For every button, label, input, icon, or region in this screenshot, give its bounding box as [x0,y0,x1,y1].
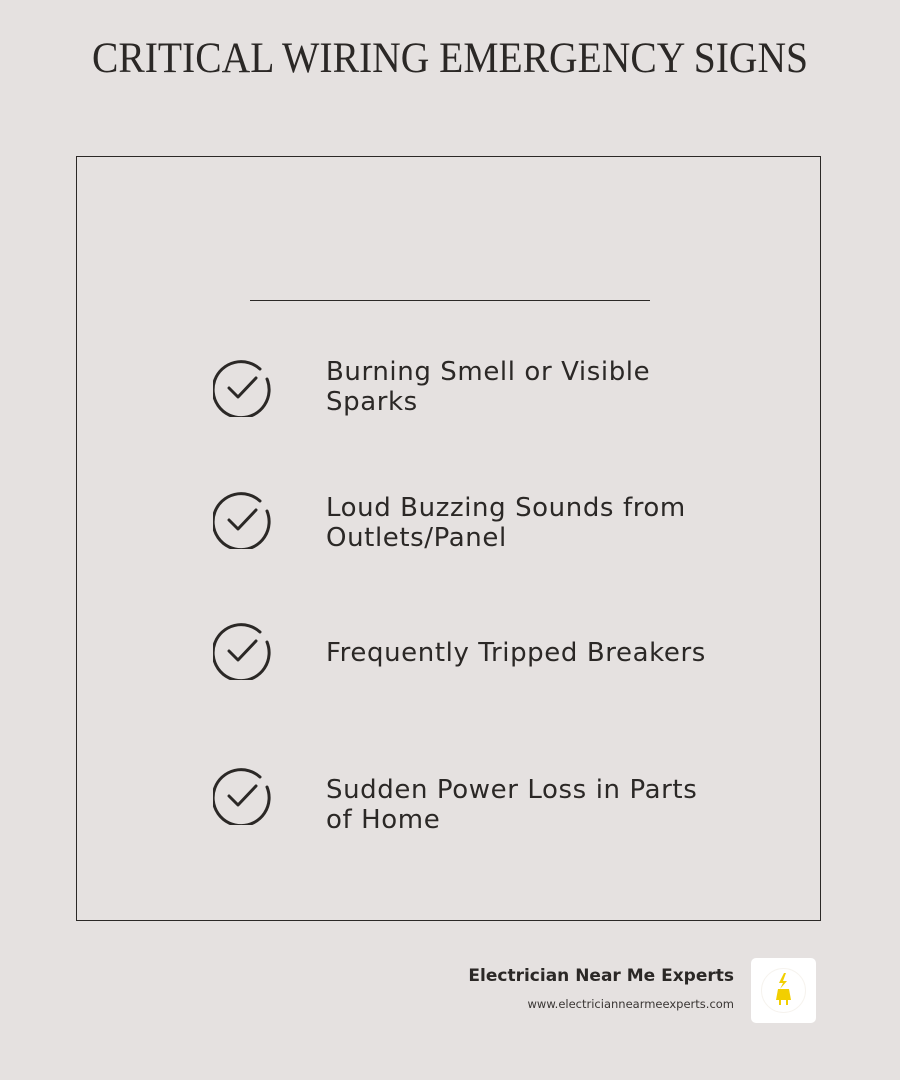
brand-name: Electrician Near Me Experts [468,966,734,986]
list-item [213,489,733,553]
check-circle-icon [213,620,273,680]
page-title: CRITICAL WIRING EMERGENCY SIGNS [91,35,809,82]
check-circle-icon [213,765,273,825]
check-circle-icon [213,489,273,549]
list-item-label: Frequently Tripped Breakers [326,638,706,668]
list-item [213,765,733,835]
list-item-label: Loud Buzzing Sounds from Outlets/Panel [326,493,686,553]
divider-line [250,300,650,301]
brand-logo [751,958,816,1023]
lightning-plug-icon [751,958,816,1023]
list-item-label: Sudden Power Loss in Parts of Home [326,775,698,835]
list-item [213,620,733,680]
list-item-label: Burning Smell or Visible Sparks [326,357,651,417]
brand-url[interactable]: www.electriciannearmeexperts.com [527,997,734,1011]
check-circle-icon [213,357,273,417]
list-item [213,357,733,417]
